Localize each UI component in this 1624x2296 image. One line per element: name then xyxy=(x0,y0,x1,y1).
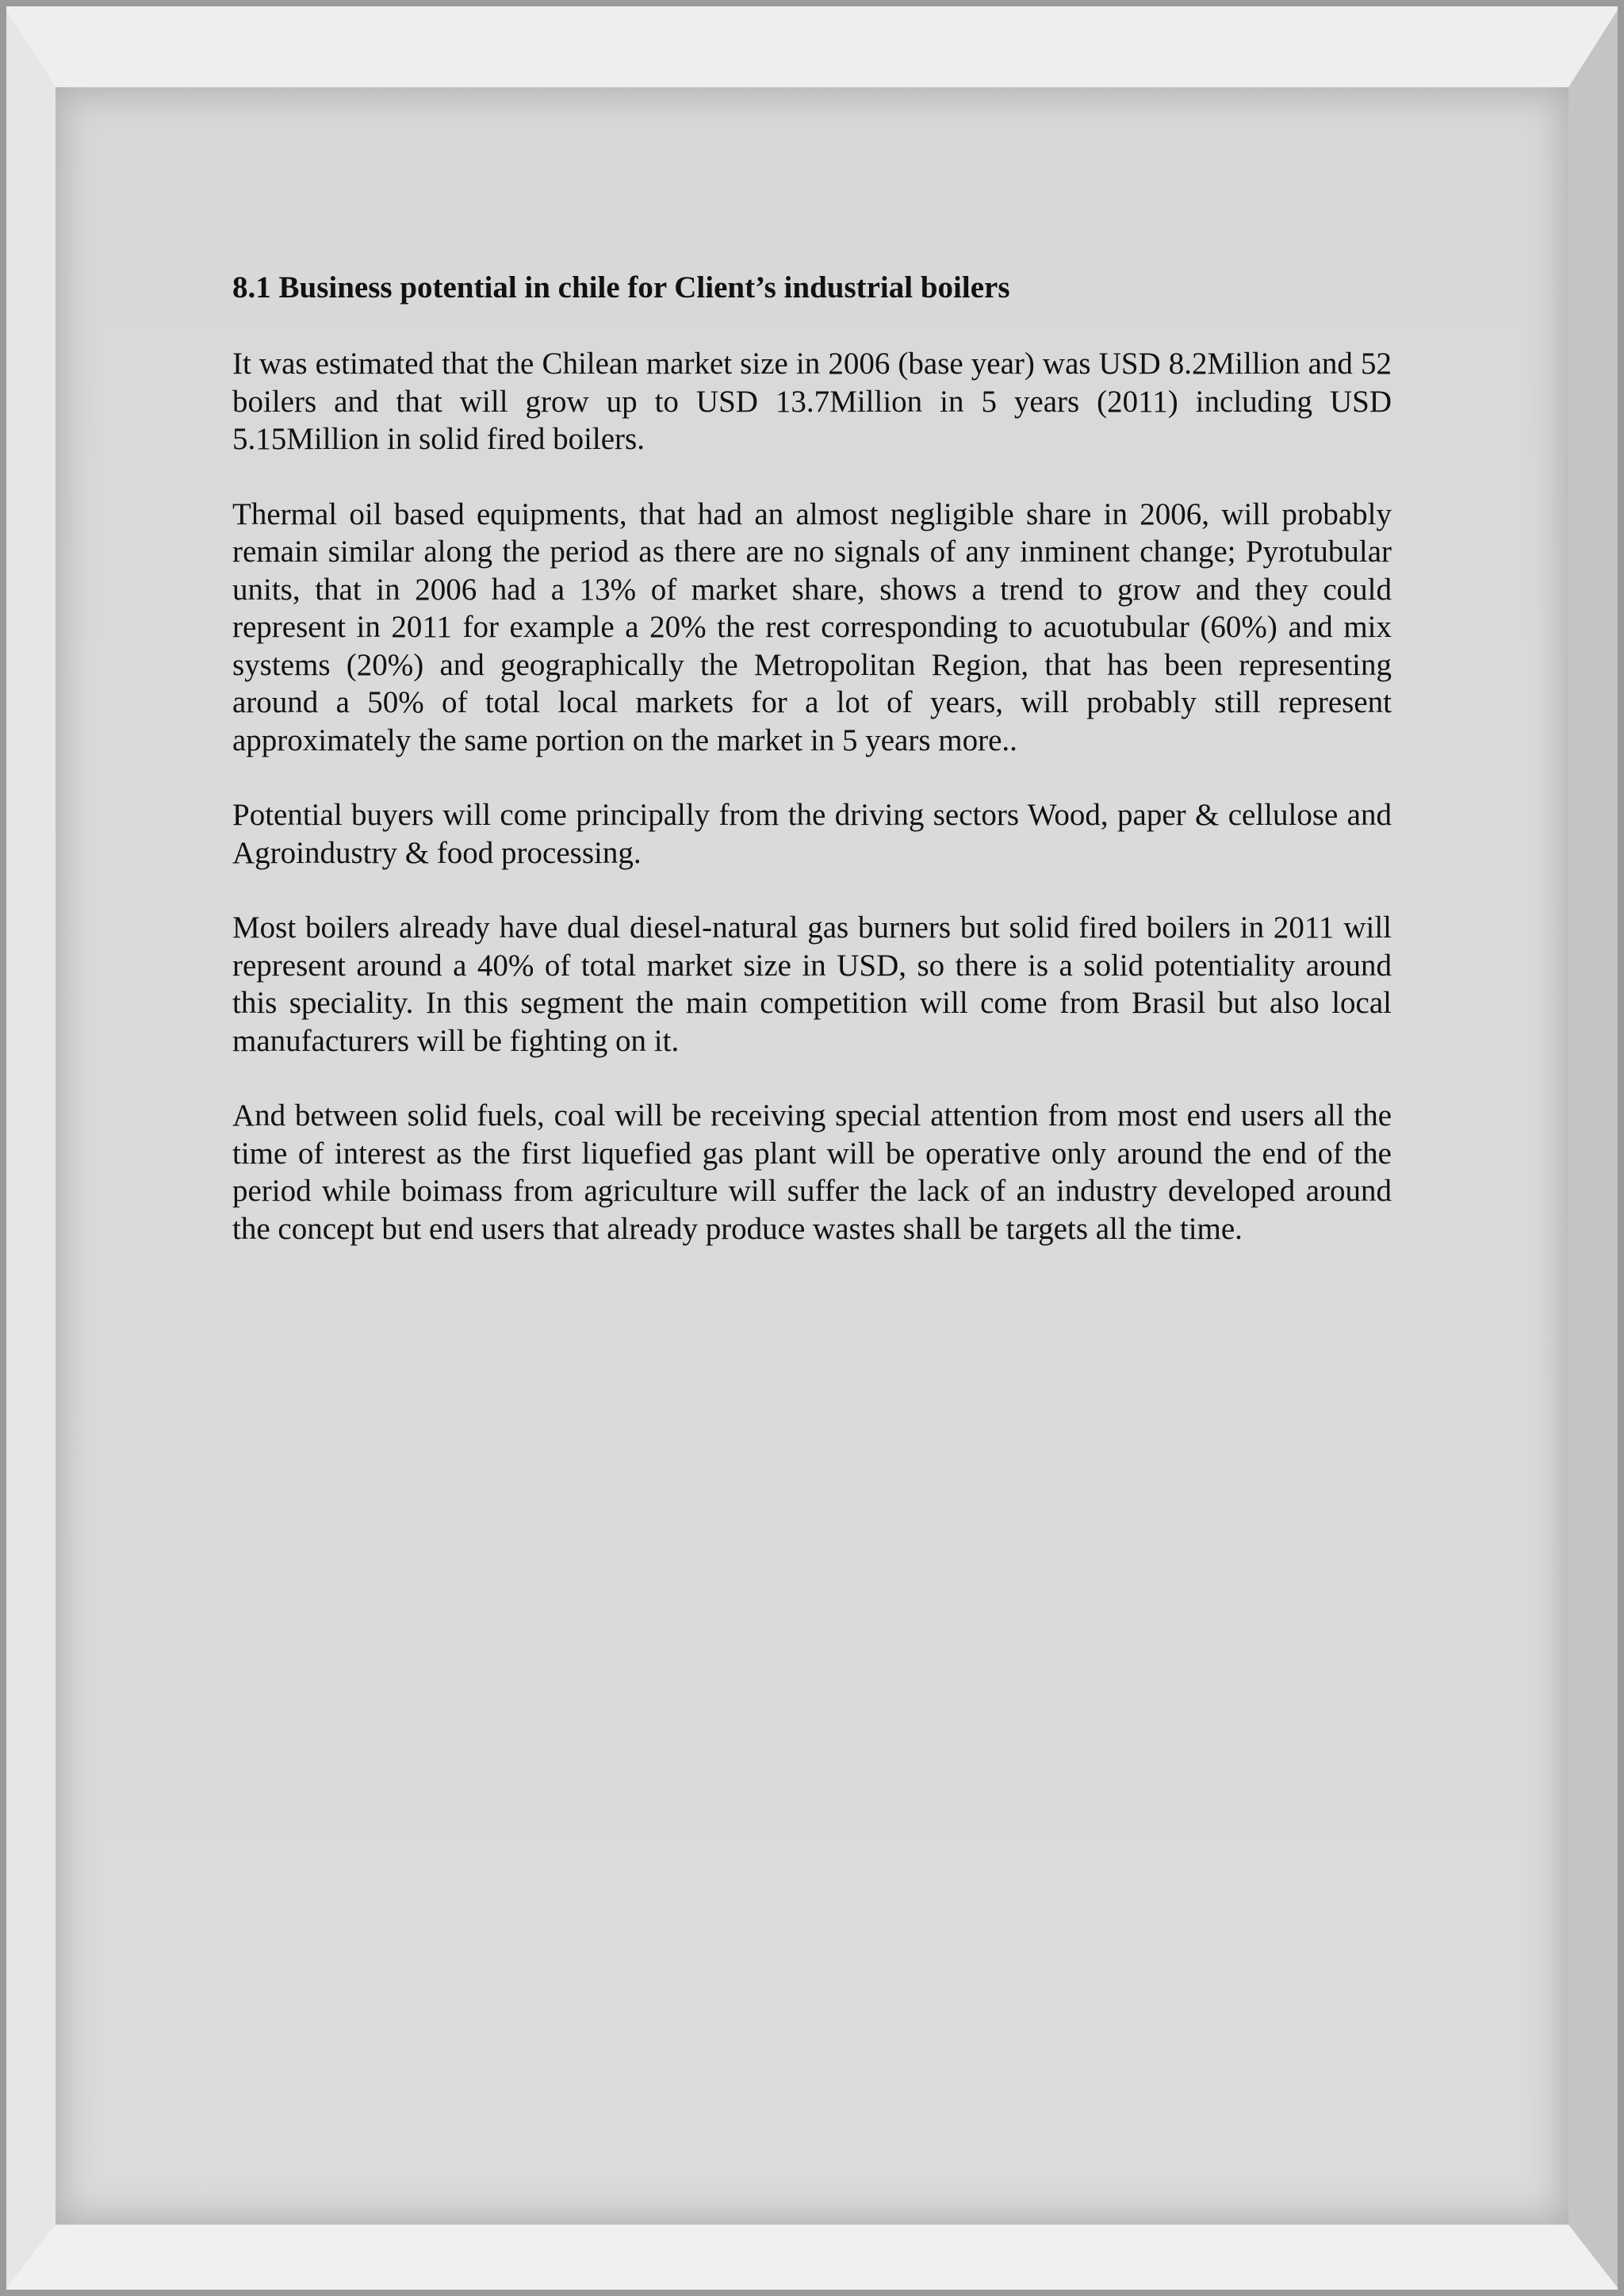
paragraph-potential-buyers: Potential buyers will come principally from the driving sectors Wood, paper & cellulose and Agroindustry & food processing. xyxy=(232,798,1392,870)
paragraph-market-size: It was estimated that the Chilean market size in 2006 (base year) was USD 8.2Million and 52 boilers and that will grow up to USD 13.7Million in 5 years (2011) including USD 5.15Million in solid fired boilers. xyxy=(232,347,1392,456)
paragraph-solid-fuels: And between solid fuels, coal will be receiving special attention from most end users all the time of interest as the first liquefied gas plant will be operative only around the end of the period while boimass from agriculture will suffer the lack of an industry developed around the concept but end users that already produce wastes shall be targets all the time. xyxy=(232,1098,1392,1246)
paragraph-equipment-trends: Thermal oil based equipments, that had an almost negligible share in 2006, will probably remain similar along the period as there are no signals of any inminent change; Pyrotubular units, that in 2006 had a 13% of market share, shows a trend to grow and they could represent in 2011 for example a 20% the rest corresponding to acuotubular (60%) and mix systems (20%) and geographically the Metropolitan Region, that has been representing around a 50% of total local markets for a lot of years, will probably still represent approximately the same portion on the market in 5 years more.. xyxy=(232,496,1392,757)
document-body xyxy=(232,268,1392,1285)
section-heading: 8.1 Business potential in chile for Client’s industrial boilers xyxy=(232,270,1010,305)
paragraph-solid-fired-boilers: Most boilers already have dual diesel-natural gas burners but solid fired boilers in 2011 will represent around a 40% of total market size in USD, so there is a solid potentiality around this speciality. In this segment the main competition will come from Brasil but also local manufacturers will be fighting on it. xyxy=(232,910,1392,1058)
